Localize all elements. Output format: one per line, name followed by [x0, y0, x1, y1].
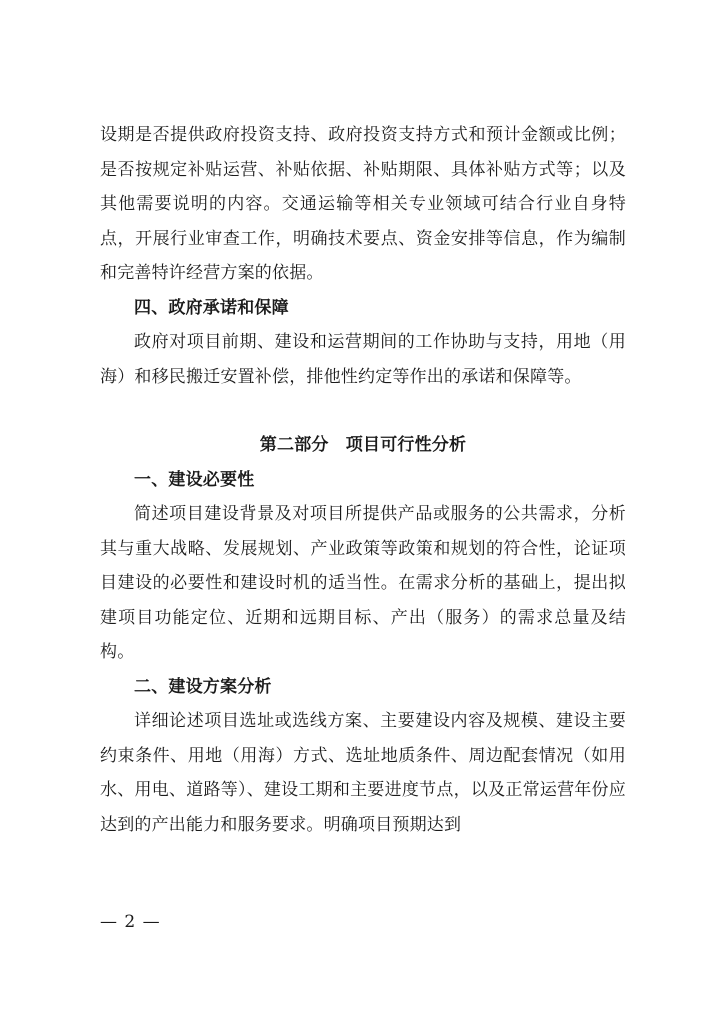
- page-number: — 2 —: [100, 912, 161, 932]
- part-title: 第二部分 项目可行性分析: [259, 435, 467, 455]
- section-heading-necessity: 一、建设必要性: [134, 469, 255, 490]
- paragraph-necessity: 简述项目建设背景及对项目所提供产品或服务的公共需求，分析其与重大战略、发展规划、产业政策等政策和规划的符合性，论证项目建设的必要性和建设时机的适当性。在需求分析的基础上，提出拟建项目功能定位、近期和远期目标、产出（服务）的需求总量及结构。: [100, 504, 626, 662]
- spacer: [100, 394, 626, 428]
- paragraph-government-commitment: 政府对项目前期、建设和运营期间的工作协助与支持，用地（用海）和移民搬迁安置补偿，排他性约定等作出的承诺和保障等。: [100, 332, 626, 387]
- section-heading-government-commitment: 四、政府承诺和保障: [134, 297, 289, 318]
- document-body: [100, 118, 626, 842]
- section-heading-construction-plan: 二、建设方案分析: [134, 676, 272, 697]
- paragraph-continued: 设期是否提供政府投资支持、政府投资支持方式和预计金额或比例；是否按规定补贴运营、补贴依据、补贴期限、具体补贴方式等；以及其他需要说明的内容。交通运输等相关专业领域可结合行业自身特点，开展行业审查工作，明确技术要点、资金安排等信息，作为编制和完善特许经营方案的依据。: [100, 125, 626, 283]
- paragraph-construction-plan: 详细论述项目选址或选线方案、主要建设内容及规模、建设主要约束条件、用地（用海）方式、选址地质条件、周边配套情况（如用水、用电、道路等）、建设工期和主要进度节点，以及正常运营年份应达到的产出能力和服务要求。明确项目预期达到: [100, 711, 626, 835]
